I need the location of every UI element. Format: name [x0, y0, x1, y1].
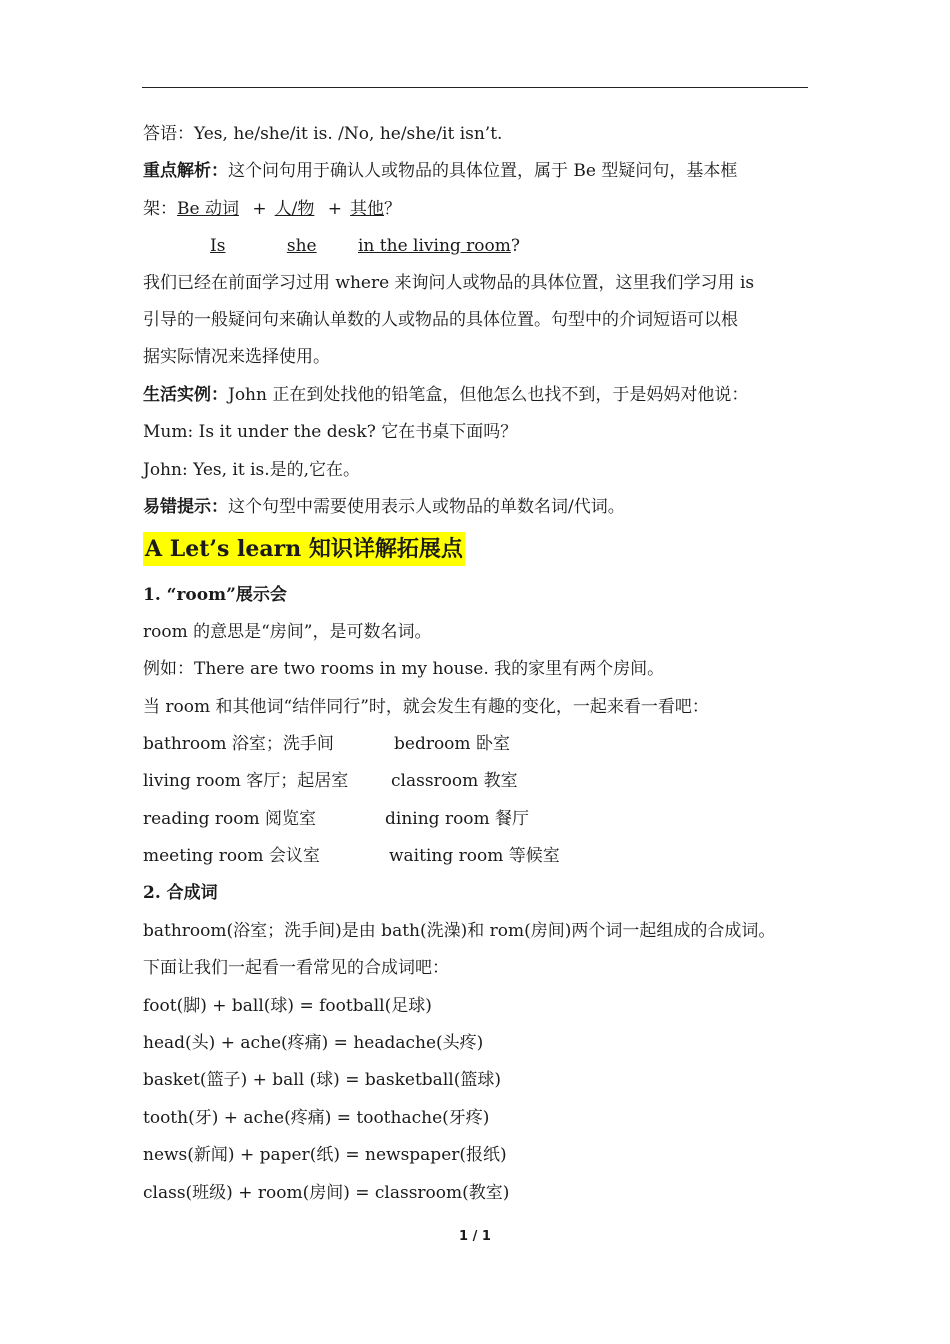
room-intro-line: 当 room 和其他词“结伴同行”时，就会发生有趣的变化，一起来看一看吧： — [143, 697, 709, 717]
frame-line — [143, 197, 401, 221]
example-is: Is — [210, 236, 226, 256]
compound-item: head(头) + ache(疼痛) = headache(头疼) — [143, 1033, 484, 1053]
frame-plus-2: + — [327, 199, 343, 219]
header-rule — [142, 87, 808, 88]
page-number: 1 / 1 — [459, 1229, 491, 1244]
room-pair-left: bathroom 浴室；洗手间 — [143, 734, 334, 754]
life-example-line — [143, 383, 748, 407]
compound-item: news(新闻) + paper(纸) = newspaper(报纸) — [143, 1145, 507, 1165]
key-analysis-label: 重点解析： — [143, 161, 228, 181]
room-pair-left: living room 客厅；起居室 — [143, 771, 349, 791]
compound-item: foot(脚) + ball(球) = football(足球) — [143, 996, 432, 1016]
example-sentence-line — [210, 234, 520, 258]
room-line: room 的意思是“房间”，是可数名词。 — [143, 622, 432, 642]
room-pair-right: waiting room 等候室 — [389, 846, 560, 866]
example-she: she — [286, 236, 317, 256]
error-tip-label: 易错提示： — [143, 497, 228, 517]
paragraph-line: 我们已经在前面学习过用 where 来询问人或物品的具体位置，这里我们学习用 is — [143, 273, 755, 293]
john-line: John: Yes, it is.是的,它在。 — [143, 460, 361, 480]
compound-line: bathroom(浴室；洗手间)是由 bath(洗澡)和 rom(房间)两个词一起组成的合成词。 — [143, 921, 776, 941]
key-analysis-line — [143, 159, 737, 183]
error-tip-line — [143, 495, 625, 519]
room-pair-right: dining room 餐厅 — [385, 809, 530, 829]
room-pair-right: classroom 教室 — [391, 771, 518, 791]
compound-item: basket(篮子) + ball (球) = basketball(篮球) — [143, 1070, 501, 1090]
compound-intro-line: 下面让我们一起看一看常见的合成词吧： — [143, 958, 449, 978]
paragraph-line: 引导的一般疑问句来确认单数的人或物品的具体位置。句型中的介词短语可以根 — [143, 310, 738, 330]
answer-line — [143, 122, 502, 146]
key-analysis-text: 这个问句用于确认人或物品的具体位置，属于 Be 型疑问句，基本框 — [228, 161, 738, 181]
answer-text: Yes, he/she/it is. /No, he/she/it isn’t. — [194, 124, 503, 144]
life-example-text: John 正在到处找他的铅笔盒，但他怎么也找不到，于是妈妈对他说： — [228, 385, 749, 405]
error-tip-text: 这个句型中需要使用表示人或物品的单数名词/代词。 — [228, 497, 625, 517]
frame-qmark: ？ — [384, 199, 402, 219]
example-end: ? — [510, 236, 521, 256]
frame-person-thing: 人/物 — [274, 199, 315, 219]
paragraph-line: 据实际情况来选择使用。 — [143, 347, 330, 367]
section-heading: A Let’s learn 知识详解拓展点 — [143, 532, 465, 566]
frame-be-verb: Be 动词 — [177, 199, 239, 219]
room-pair-left: reading room 阅览室 — [143, 809, 316, 829]
frame-plus-1: + — [252, 199, 267, 219]
mum-line: Mum: Is it under the desk? 它在书桌下面吗？ — [143, 422, 518, 442]
frame-other: 其他 — [350, 199, 385, 219]
room-pair-left: meeting room 会议室 — [143, 846, 320, 866]
compound-item: tooth(牙) + ache(疼痛) = toothache(牙疼) — [143, 1108, 490, 1128]
frame-prefix: 架： — [143, 199, 177, 219]
answer-label: 答语： — [143, 124, 194, 144]
compound-heading: 2. 合成词 — [143, 883, 218, 903]
compound-item: class(班级) + room(房间) = classroom(教室) — [143, 1183, 510, 1203]
room-pair-right: bedroom 卧室 — [394, 734, 510, 754]
example-location: in the living room — [358, 236, 511, 256]
room-heading: 1. “room”展示会 — [143, 585, 287, 605]
room-example-line: 例如：There are two rooms in my house. 我的家里有两个房间。 — [143, 659, 665, 679]
life-example-label: 生活实例： — [143, 385, 228, 405]
